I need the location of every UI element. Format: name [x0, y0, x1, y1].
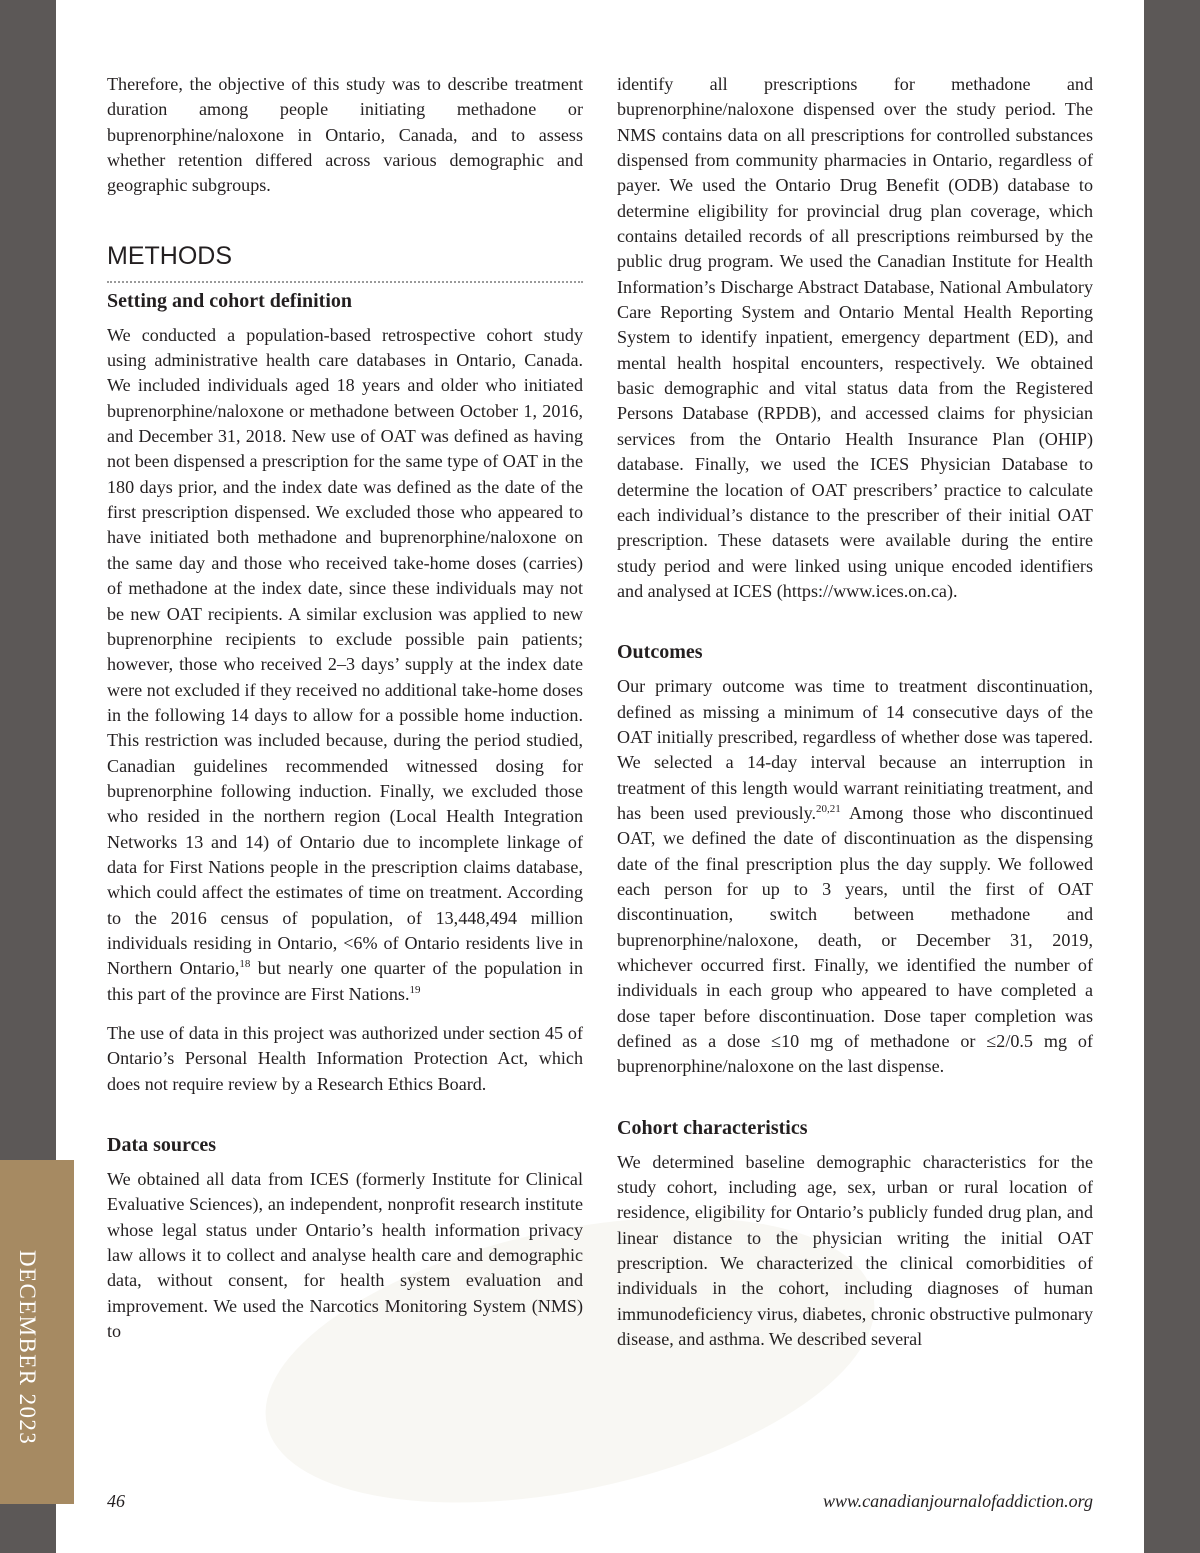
methods-heading: METHODS — [107, 241, 232, 270]
data-sources-continued: identify all prescriptions for methadone and buprenorphine/naloxone dispensed over the study period. The NMS contains data on all prescriptions for controlled substances dispensed from community pharmacies in Ontario, regardless of payer. We used the Ontario Drug Benefit (ODB) database to determine eligibility for provincial drug plan coverage, which contains detailed records of all prescriptions reimbursed by the public drug program. We used the Canadian Institute for Health Information’s Discharge Abstract Database, National Ambulatory Care Reporting System and Ontario Mental Health Reporting System to identify inpatient, emergency department (ED), and mental health hospital encounters, respectively. We obtained basic demographic and vital status data from the Registered Persons Database (RPDB), and accessed claims for physician services from the Ontario Health Insurance Plan (OHIP) database. Finally, we used the ICES Physician Database to determine the location of OAT prescribers’ practice to calculate each individual’s distance to the prescriber of their initial OAT prescription. These datasets were available during the entire study period and were linked using unique encoded identifiers and analysed at ICES (https://www.ices.on.ca). — [617, 74, 1093, 601]
left-column — [107, 72, 583, 1358]
page-number: 46 — [107, 1491, 125, 1511]
citation-19: 19 — [409, 983, 421, 996]
section-divider — [107, 281, 583, 283]
intro-paragraph: Therefore, the objective of this study was to describe treatment duration among people initiating methadone or buprenorphine/naloxone in Ontario, Canada, and to assess whether retention differed across various demographic and geographic subgroups. — [107, 74, 583, 196]
setting-text-b: but nearly one quarter of the population in this part of the province are First Nations. — [107, 958, 583, 1004]
cohort-heading: Cohort characteristics — [617, 1116, 808, 1139]
data-sources-heading: Data sources — [107, 1134, 217, 1157]
cohort-paragraph: We determined baseline demographic characteristics for the study cohort, including age, sex, urban or rural location of residence, eligibility for Ontario’s publicly funded drug plan, and linear distance to the physician writing the initial OAT prescription. We characterized the clinical comorbidities of individuals in the cohort, including diagnoses of human immunodeficiency virus, diabetes, chronic obstructive pulmonary disease, and asthma. We described several — [617, 1151, 1093, 1350]
ethics-paragraph: The use of data in this project was authorized under section 45 of Ontario’s Personal Health Information Protection Act, which does not require review by a Research Ethics Board. — [107, 1023, 583, 1094]
citation-20-21: 20,21 — [816, 802, 841, 815]
setting-text-a: We conducted a population-based retrospective cohort study using administrative health care databases in Ontario, Canada. We included individuals aged 18 years and older who initiated buprenorphine/naloxone or methadone between October 1, 2016, and December 31, 2018. New use of OAT was defined as having not been dispensed a prescription for the same type of OAT in the 180 days prior, and the index date was defined as the date of the first prescription dispensed. We excluded those who appeared to have initiated both methadone and buprenorphine/naloxone on the same day and those who received take-home doses (carries) of methadone at the index date, since these individuals may not be new OAT recipients. A similar exclusion was applied to new buprenorphine recipients to exclude possible pain patients; however, those who received 2–3 days’ supply at the index date were not excluded if they received no additional take-home doses in the following 14 days to allow for a possible home induction. This restriction was included because, during the period studied, Canadian guidelines recommended witnessed dosing for buprenorphine following induction. Finally, we excluded those who resided in the northern region (Local Health Integration Networks 13 and 14) of Ontario due to incomplete linkage of data for First Nations people in the prescription claims database, which could affect the estimates of time on treatment. According to the 2016 census of population, of 13,448,494 million individuals residing in Ontario, <6% of Ontario residents live in Northern Ontario, — [107, 324, 583, 979]
right-edge-bar — [1144, 0, 1200, 1553]
outcomes-text-b: Among those who discontinued OAT, we defined the date of discontinuation as the dispensing date of the final prescription plus the day supply. We followed each person for up to 3 years, until the first of OAT discontinuation, switch between methadone and buprenorphine/naloxone, death, or December 31, 2019, whichever occurred first. Finally, we identified the number of individuals in each group who appeared to have completed a dose taper before discontinuation. Dose taper completion was defined as a dose ≤10 mg of methadone or ≤2/0.5 mg of buprenorphine/naloxone on the last dispense. — [617, 802, 1093, 1077]
journal-url: www.canadianjournalofaddiction.org — [822, 1491, 1093, 1511]
issue-date-label: DECEMBER 2023 — [15, 1250, 40, 1446]
data-sources-paragraph: We obtained all data from ICES (formerly Institute for Clinical Evaluative Sciences), an independent, nonprofit research institute whose legal status under Ontario’s health information privacy law allows it to collect and analyse health care and demographic data, without consent, for health system evaluation and improvement. We used the Narcotics Monitoring System (NMS) to — [107, 1169, 583, 1342]
outcomes-heading: Outcomes — [617, 641, 703, 664]
outcomes-paragraph — [617, 674, 1093, 1080]
setting-paragraph — [107, 323, 583, 1007]
setting-heading: Setting and cohort definition — [107, 289, 353, 312]
citation-18: 18 — [239, 958, 251, 971]
outcomes-text-a: Our primary outcome was time to treatment discontinuation, defined as missing a minimum of 14 consecutive days of the OAT initially prescribed, regardless of whether dose was tapered. We selected a 14-day interval because an interruption in treatment of this length would warrant reinitiating treatment, and has been used previously. — [617, 676, 1093, 823]
right-column — [617, 72, 1093, 1366]
